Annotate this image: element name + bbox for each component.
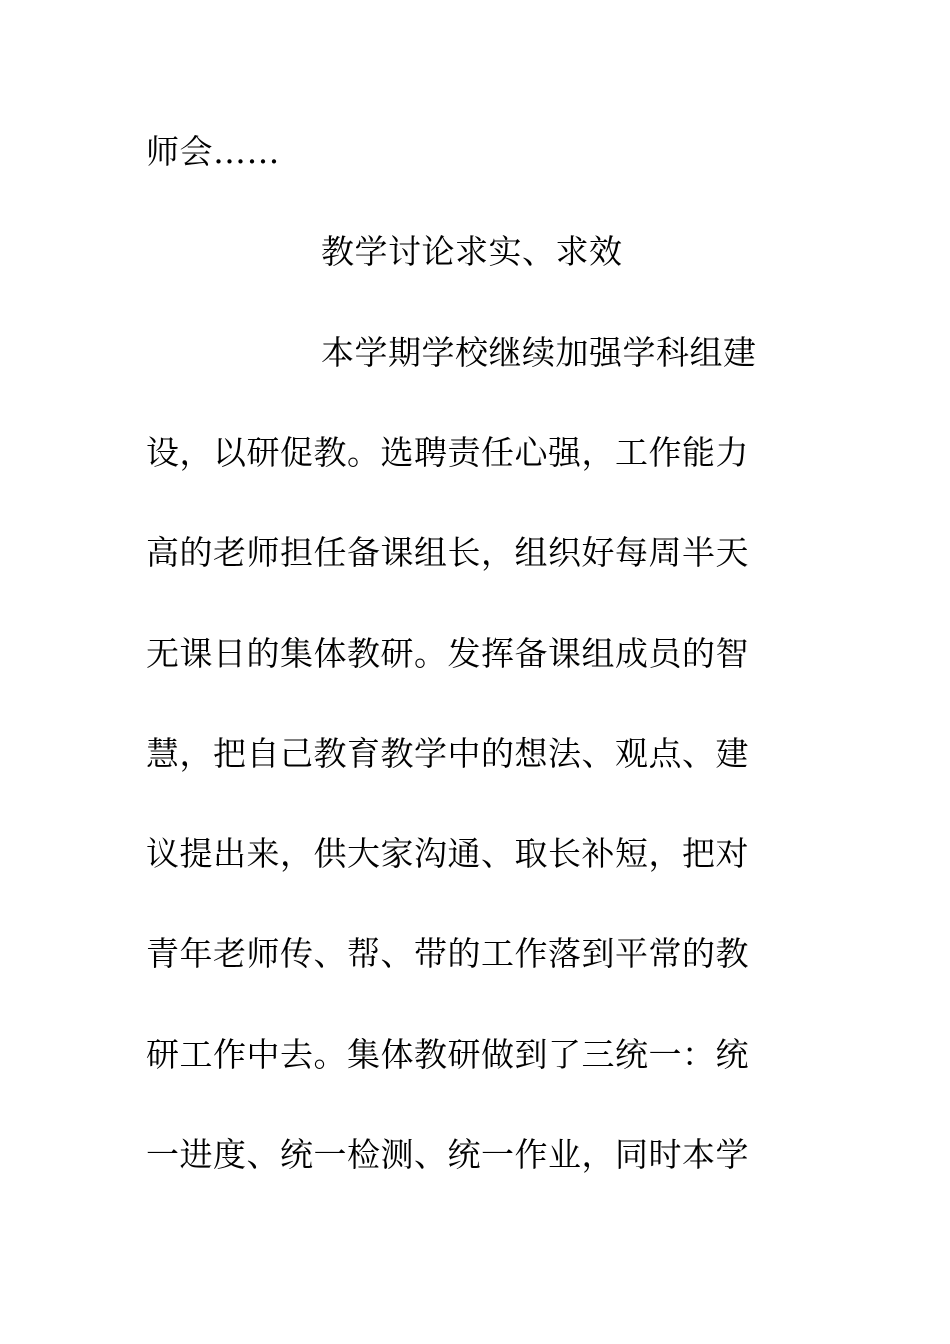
paragraph-line: 无课日的集体教研。发挥备课组成员的智 xyxy=(146,634,749,673)
paragraph-first-line: 本学期学校继续加强学科组建 xyxy=(321,333,757,372)
paragraph-line: 一进度、统一检测、统一作业，同时本学 xyxy=(146,1135,749,1174)
paragraph-line: 研工作中去。集体教研做到了三统一：统 xyxy=(146,1035,749,1074)
paragraph-line: 慧，把自己教育教学中的想法、观点、建 xyxy=(146,734,749,773)
text-line-continuation: 师会…… xyxy=(146,132,280,171)
paragraph-line: 青年老师传、帮、带的工作落到平常的教 xyxy=(146,934,749,973)
paragraph-line: 设，以研促教。选聘责任心强，工作能力 xyxy=(146,433,749,472)
paragraph-line: 议提出来，供大家沟通、取长补短，把对 xyxy=(146,834,749,873)
section-heading: 教学讨论求实、求效 xyxy=(321,232,623,271)
paragraph-line: 高的老师担任备课组长，组织好每周半天 xyxy=(146,533,749,572)
